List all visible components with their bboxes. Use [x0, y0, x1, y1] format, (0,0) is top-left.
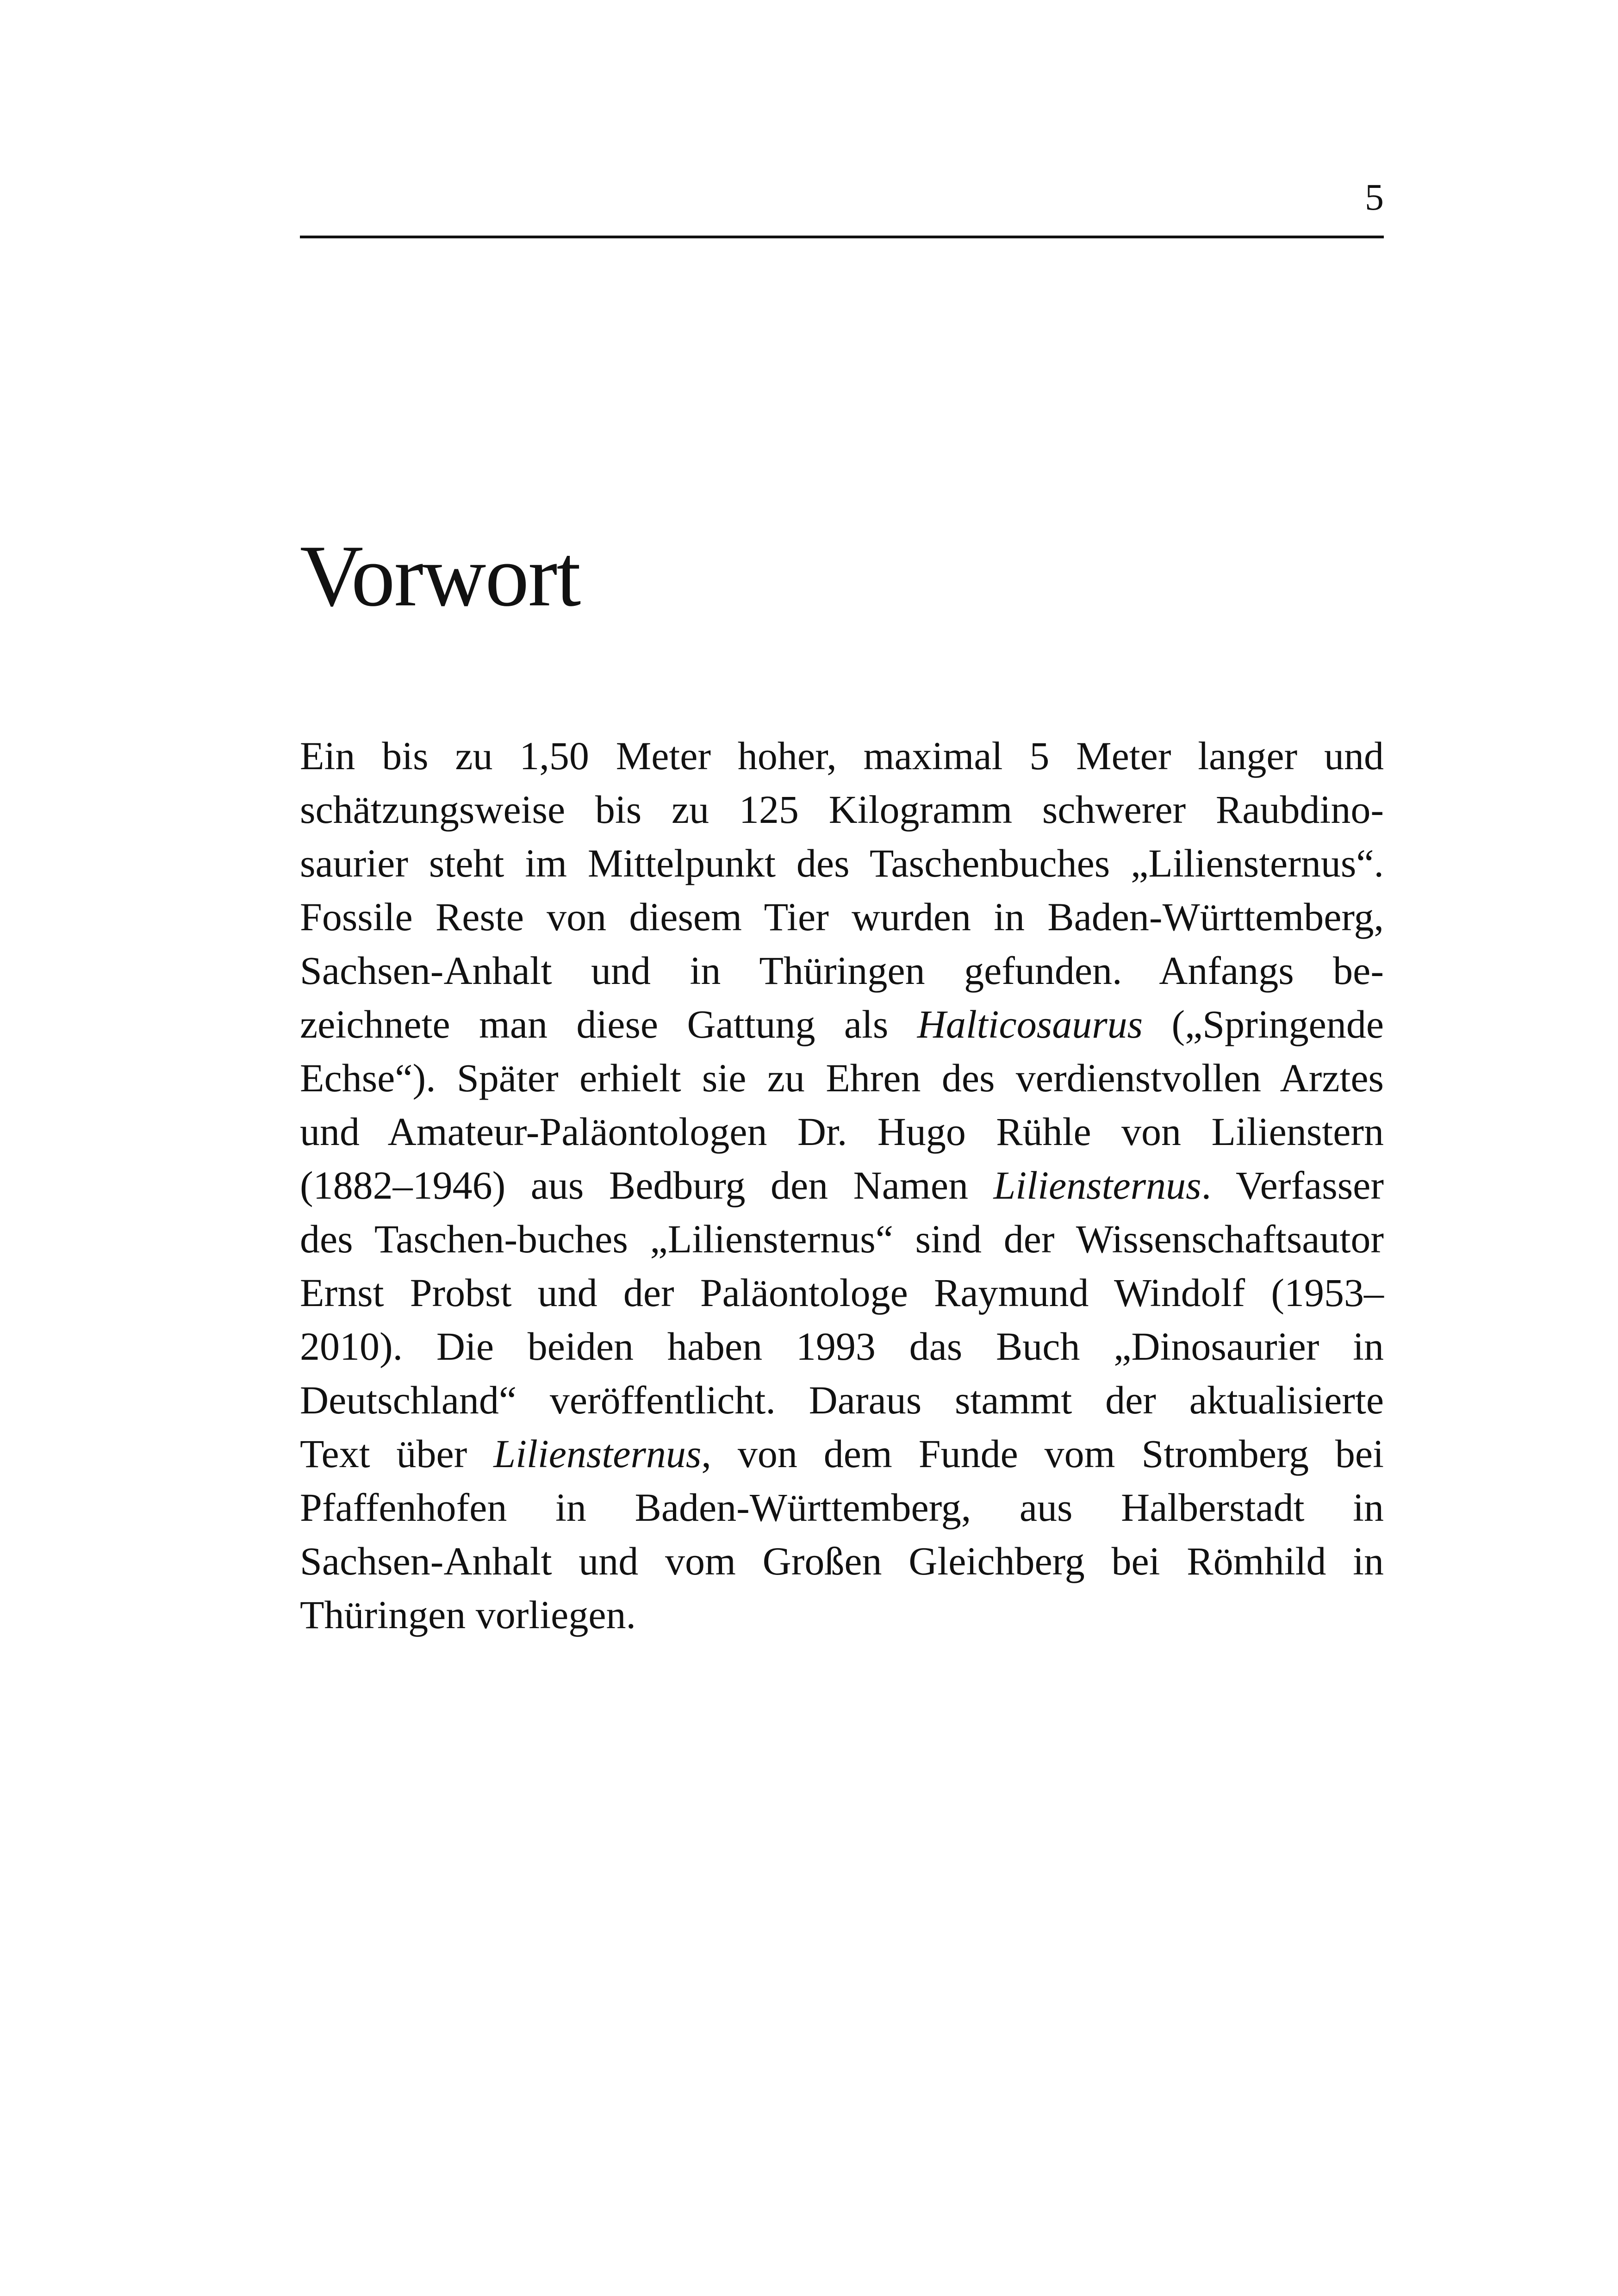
body-text-segment: zeichnete man diese Gattung als: [300, 1002, 917, 1046]
body-text-segment: und Amateur-Paläontologen Dr. Hugo Rühle von Lilienstern: [300, 1109, 1384, 1154]
body-text-segment: Text über: [300, 1431, 494, 1476]
body-line: [300, 997, 1384, 1051]
body-text-segment: Pfaffenhofen in Baden-Württemberg, aus Halberstadt in: [300, 1485, 1384, 1530]
body-text-segment: Ein bis zu 1,50 Meter hoher, maximal 5 Meter langer und: [300, 734, 1384, 778]
body-text-segment: Sachsen-Anhalt und in Thüringen gefunden. Anfangs be-: [300, 948, 1384, 993]
body-line: [300, 1481, 1384, 1534]
body-text-segment: Deutschland“ veröffentlicht. Daraus stammt der aktualisierte: [300, 1378, 1384, 1422]
body-line: [300, 729, 1384, 783]
body-line: [300, 783, 1384, 836]
body-text-segment: des Taschen-buches „Liliensternus“ sind der Wissenschaftsautor: [300, 1217, 1384, 1261]
italic-genus-name: Liliensternus: [493, 1431, 702, 1476]
body-text-segment: , von dem Funde vom Stromberg bei: [701, 1431, 1384, 1476]
page-number: 5: [1365, 176, 1384, 218]
body-line: [300, 1158, 1384, 1212]
body-text-segment: (1882–1946) aus Bedburg den Namen: [300, 1163, 994, 1207]
body-line: [300, 890, 1384, 944]
body-line: [300, 1427, 1384, 1481]
body-paragraph: [300, 729, 1384, 1642]
body-text-segment: Echse“). Später erhielt sie zu Ehren des verdienstvollen Arztes: [300, 1056, 1384, 1100]
body-text-segment: 2010). Die beiden haben 1993 das Buch „Dinosaurier in: [300, 1324, 1384, 1369]
body-text-segment: . Verfasser: [1201, 1163, 1384, 1207]
body-line: [300, 1266, 1384, 1319]
header-rule: [300, 236, 1384, 238]
body-text-segment: („Springende: [1143, 1002, 1384, 1046]
italic-genus-name: Halticosaurus: [917, 1002, 1143, 1046]
body-line: [300, 1588, 1384, 1642]
body-line: [300, 1319, 1384, 1373]
body-text-segment: Ernst Probst und der Paläontologe Raymund Windolf (1953–: [300, 1270, 1384, 1315]
body-text-segment: schätzungsweise bis zu 125 Kilogramm schwerer Raubdino-: [300, 787, 1384, 832]
body-line: [300, 944, 1384, 997]
body-line: [300, 1212, 1384, 1266]
body-line: [300, 1105, 1384, 1158]
body-text-segment: saurier steht im Mittelpunkt des Taschenbuches „Liliensternus“.: [300, 841, 1384, 885]
body-text-segment: Fossile Reste von diesem Tier wurden in Baden-Württemberg,: [300, 895, 1384, 939]
body-text-segment: Sachsen-Anhalt und vom Großen Gleichberg bei Römhild in: [300, 1539, 1384, 1583]
body-line: [300, 1051, 1384, 1105]
body-text-segment: Thüringen vorliegen.: [300, 1593, 636, 1637]
italic-genus-name: Liliensternus: [993, 1163, 1201, 1207]
chapter-title: Vorwort: [300, 528, 580, 625]
body-line: [300, 1373, 1384, 1427]
body-line: [300, 1534, 1384, 1588]
body-line: [300, 836, 1384, 890]
